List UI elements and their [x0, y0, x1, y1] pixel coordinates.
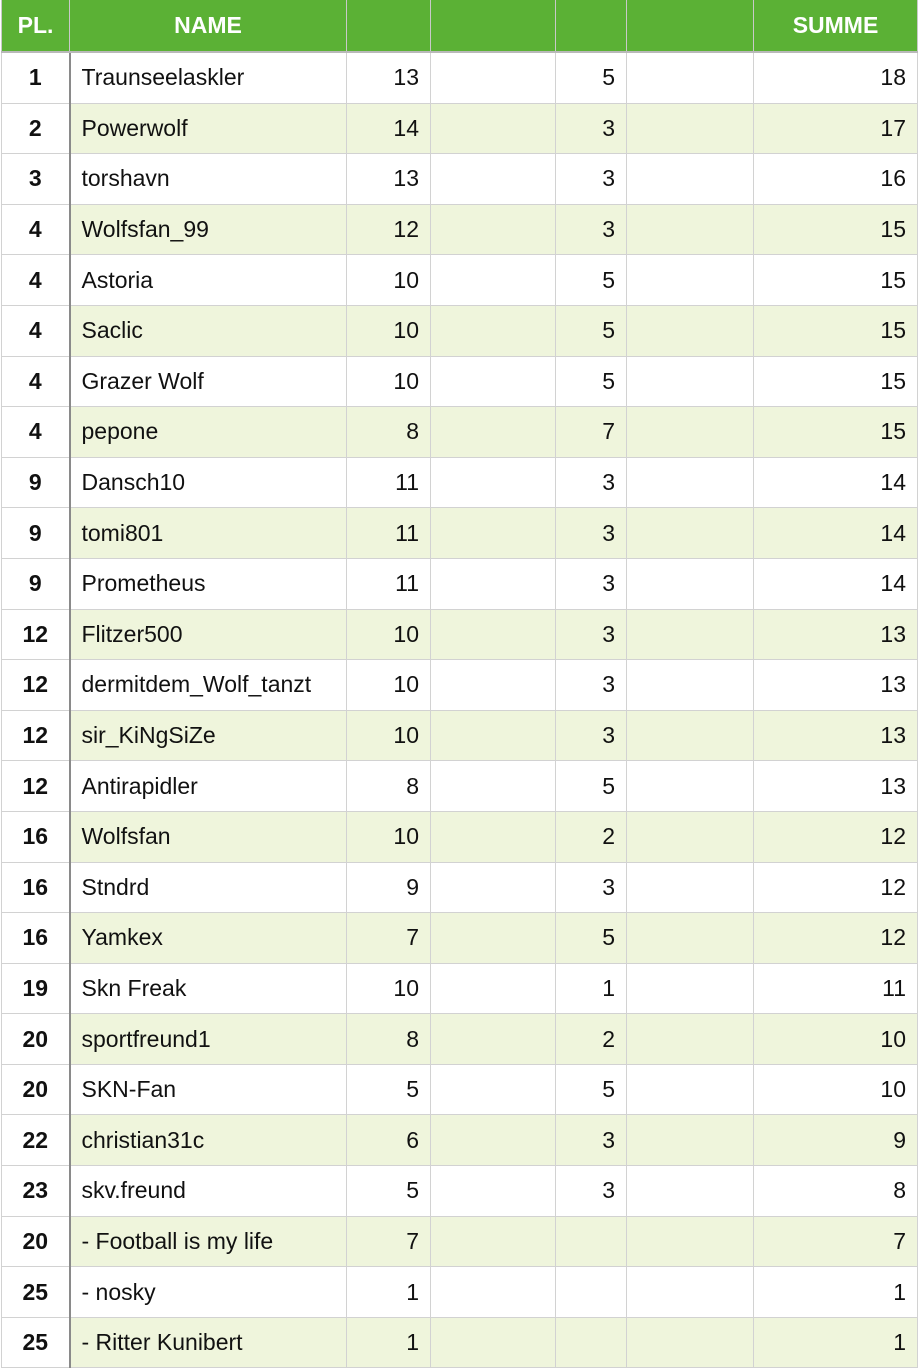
rank-cell: 4	[2, 407, 70, 458]
points-a-cell: 10	[347, 305, 431, 356]
empty-d-cell	[627, 356, 754, 407]
points-c-cell: 3	[556, 558, 627, 609]
points-a-cell: 13	[347, 52, 431, 103]
points-a-cell: 7	[347, 913, 431, 964]
table-row	[2, 660, 918, 711]
rank-cell: 4	[2, 305, 70, 356]
empty-d-cell	[627, 811, 754, 862]
rank-cell: 2	[2, 103, 70, 154]
empty-b-cell	[431, 103, 556, 154]
header-sum[interactable]: SUMME	[754, 0, 918, 52]
points-a-cell: 12	[347, 204, 431, 255]
empty-d-cell	[627, 710, 754, 761]
sum-cell: 10	[754, 1014, 918, 1065]
name-cell: SKN-Fan	[70, 1064, 347, 1115]
table-row	[2, 103, 918, 154]
empty-d-cell	[627, 407, 754, 458]
empty-b-cell	[431, 761, 556, 812]
points-a-cell: 1	[347, 1317, 431, 1368]
empty-d-cell	[627, 1267, 754, 1318]
name-cell: pepone	[70, 407, 347, 458]
points-a-cell: 5	[347, 1166, 431, 1217]
points-c-cell	[556, 1267, 627, 1318]
sum-cell: 10	[754, 1064, 918, 1115]
points-c-cell: 2	[556, 1014, 627, 1065]
rank-cell: 4	[2, 255, 70, 306]
sum-cell: 15	[754, 305, 918, 356]
rank-cell: 12	[2, 761, 70, 812]
table-row	[2, 356, 918, 407]
points-c-cell: 3	[556, 154, 627, 205]
table-row	[2, 52, 918, 103]
empty-d-cell	[627, 1014, 754, 1065]
points-c-cell: 3	[556, 508, 627, 559]
empty-d-cell	[627, 913, 754, 964]
empty-b-cell	[431, 255, 556, 306]
points-a-cell: 5	[347, 1064, 431, 1115]
name-cell: Dansch10	[70, 457, 347, 508]
points-a-cell: 10	[347, 660, 431, 711]
table-row	[2, 154, 918, 205]
rank-cell: 9	[2, 558, 70, 609]
header-name[interactable]: NAME	[70, 0, 347, 52]
rank-cell: 23	[2, 1166, 70, 1217]
empty-d-cell	[627, 1115, 754, 1166]
sum-cell: 14	[754, 508, 918, 559]
empty-d-cell	[627, 609, 754, 660]
sum-cell: 12	[754, 913, 918, 964]
points-c-cell: 5	[556, 913, 627, 964]
points-c-cell	[556, 1216, 627, 1267]
table-row	[2, 1267, 918, 1318]
points-a-cell: 10	[347, 963, 431, 1014]
empty-d-cell	[627, 52, 754, 103]
header-row	[2, 0, 918, 52]
empty-d-cell	[627, 761, 754, 812]
empty-b-cell	[431, 204, 556, 255]
name-cell: Astoria	[70, 255, 347, 306]
name-cell: Wolfsfan	[70, 811, 347, 862]
points-c-cell: 3	[556, 457, 627, 508]
sum-cell: 1	[754, 1267, 918, 1318]
name-cell: christian31c	[70, 1115, 347, 1166]
points-a-cell: 8	[347, 761, 431, 812]
table-row	[2, 761, 918, 812]
empty-d-cell	[627, 154, 754, 205]
rank-cell: 12	[2, 660, 70, 711]
points-c-cell: 5	[556, 305, 627, 356]
table-row	[2, 558, 918, 609]
points-a-cell: 10	[347, 811, 431, 862]
points-c-cell: 5	[556, 255, 627, 306]
sum-cell: 13	[754, 660, 918, 711]
rank-cell: 9	[2, 457, 70, 508]
header-empty-d[interactable]	[627, 0, 754, 52]
sum-cell: 13	[754, 710, 918, 761]
points-a-cell: 7	[347, 1216, 431, 1267]
standings-table	[1, 0, 918, 1368]
table-row	[2, 1166, 918, 1217]
name-cell: Stndrd	[70, 862, 347, 913]
table-row	[2, 1115, 918, 1166]
name-cell: - Ritter Kunibert	[70, 1317, 347, 1368]
table-row	[2, 407, 918, 458]
sum-cell: 8	[754, 1166, 918, 1217]
rank-cell: 4	[2, 356, 70, 407]
sum-cell: 14	[754, 558, 918, 609]
header-empty-b[interactable]	[431, 0, 556, 52]
empty-b-cell	[431, 356, 556, 407]
empty-d-cell	[627, 1317, 754, 1368]
sum-cell: 9	[754, 1115, 918, 1166]
rank-cell: 20	[2, 1064, 70, 1115]
points-a-cell: 13	[347, 154, 431, 205]
rank-cell: 16	[2, 811, 70, 862]
sum-cell: 13	[754, 761, 918, 812]
empty-d-cell	[627, 862, 754, 913]
name-cell: Grazer Wolf	[70, 356, 347, 407]
empty-d-cell	[627, 508, 754, 559]
table-row	[2, 305, 918, 356]
name-cell: Yamkex	[70, 913, 347, 964]
name-cell: Prometheus	[70, 558, 347, 609]
name-cell: tomi801	[70, 508, 347, 559]
empty-b-cell	[431, 1216, 556, 1267]
table-row	[2, 1216, 918, 1267]
table-row	[2, 862, 918, 913]
sum-cell: 12	[754, 862, 918, 913]
empty-d-cell	[627, 457, 754, 508]
points-c-cell: 3	[556, 609, 627, 660]
table-body	[2, 52, 918, 1368]
rank-cell: 4	[2, 204, 70, 255]
points-c-cell: 1	[556, 963, 627, 1014]
table-row	[2, 811, 918, 862]
points-c-cell: 3	[556, 710, 627, 761]
empty-d-cell	[627, 204, 754, 255]
points-c-cell: 3	[556, 862, 627, 913]
points-c-cell: 5	[556, 1064, 627, 1115]
table-row	[2, 255, 918, 306]
points-c-cell: 5	[556, 761, 627, 812]
empty-b-cell	[431, 609, 556, 660]
rank-cell: 20	[2, 1014, 70, 1065]
points-a-cell: 14	[347, 103, 431, 154]
rank-cell: 25	[2, 1267, 70, 1318]
points-a-cell: 8	[347, 1014, 431, 1065]
empty-b-cell	[431, 1166, 556, 1217]
points-a-cell: 10	[347, 356, 431, 407]
empty-b-cell	[431, 508, 556, 559]
points-a-cell: 10	[347, 710, 431, 761]
points-a-cell: 11	[347, 558, 431, 609]
name-cell: Powerwolf	[70, 103, 347, 154]
empty-d-cell	[627, 305, 754, 356]
empty-b-cell	[431, 660, 556, 711]
sum-cell: 7	[754, 1216, 918, 1267]
empty-b-cell	[431, 963, 556, 1014]
name-cell: dermitdem_Wolf_tanzt	[70, 660, 347, 711]
header-points-a[interactable]	[347, 0, 431, 52]
empty-b-cell	[431, 1014, 556, 1065]
empty-d-cell	[627, 1216, 754, 1267]
empty-b-cell	[431, 1317, 556, 1368]
empty-b-cell	[431, 1064, 556, 1115]
sum-cell: 1	[754, 1317, 918, 1368]
sum-cell: 17	[754, 103, 918, 154]
name-cell: Skn Freak	[70, 963, 347, 1014]
empty-d-cell	[627, 963, 754, 1014]
table-row	[2, 1317, 918, 1368]
rank-cell: 25	[2, 1317, 70, 1368]
name-cell: skv.freund	[70, 1166, 347, 1217]
empty-b-cell	[431, 154, 556, 205]
table-row	[2, 1014, 918, 1065]
name-cell: Antirapidler	[70, 761, 347, 812]
name-cell: Traunseelaskler	[70, 52, 347, 103]
rank-cell: 22	[2, 1115, 70, 1166]
sum-cell: 16	[754, 154, 918, 205]
rank-cell: 16	[2, 862, 70, 913]
points-c-cell: 7	[556, 407, 627, 458]
table-row	[2, 913, 918, 964]
empty-d-cell	[627, 103, 754, 154]
points-a-cell: 10	[347, 609, 431, 660]
empty-b-cell	[431, 862, 556, 913]
empty-d-cell	[627, 1166, 754, 1217]
rank-cell: 9	[2, 508, 70, 559]
points-c-cell: 5	[556, 52, 627, 103]
empty-b-cell	[431, 1115, 556, 1166]
points-c-cell: 2	[556, 811, 627, 862]
sum-cell: 12	[754, 811, 918, 862]
rank-cell: 12	[2, 609, 70, 660]
table-row	[2, 710, 918, 761]
sum-cell: 15	[754, 204, 918, 255]
table-row	[2, 457, 918, 508]
points-a-cell: 1	[347, 1267, 431, 1318]
points-a-cell: 11	[347, 508, 431, 559]
rank-cell: 3	[2, 154, 70, 205]
empty-b-cell	[431, 710, 556, 761]
empty-b-cell	[431, 407, 556, 458]
name-cell: sportfreund1	[70, 1014, 347, 1065]
sum-cell: 18	[754, 52, 918, 103]
sum-cell: 13	[754, 609, 918, 660]
points-c-cell: 3	[556, 1166, 627, 1217]
table-row	[2, 508, 918, 559]
empty-b-cell	[431, 558, 556, 609]
name-cell: torshavn	[70, 154, 347, 205]
table-header	[2, 0, 918, 52]
points-c-cell: 3	[556, 660, 627, 711]
empty-b-cell	[431, 52, 556, 103]
empty-b-cell	[431, 913, 556, 964]
table-row	[2, 1064, 918, 1115]
table-row	[2, 204, 918, 255]
rank-cell: 16	[2, 913, 70, 964]
points-a-cell: 9	[347, 862, 431, 913]
name-cell: - Football is my life	[70, 1216, 347, 1267]
table-row	[2, 963, 918, 1014]
rank-cell: 12	[2, 710, 70, 761]
empty-b-cell	[431, 1267, 556, 1318]
points-c-cell: 3	[556, 1115, 627, 1166]
header-rank[interactable]: PL.	[2, 0, 70, 52]
points-c-cell	[556, 1317, 627, 1368]
table-row	[2, 609, 918, 660]
name-cell: Wolfsfan_99	[70, 204, 347, 255]
points-c-cell: 5	[556, 356, 627, 407]
points-a-cell: 10	[347, 255, 431, 306]
points-c-cell: 3	[556, 204, 627, 255]
empty-d-cell	[627, 1064, 754, 1115]
sum-cell: 14	[754, 457, 918, 508]
header-points-c[interactable]	[556, 0, 627, 52]
points-a-cell: 11	[347, 457, 431, 508]
points-a-cell: 8	[347, 407, 431, 458]
rank-cell: 1	[2, 52, 70, 103]
empty-b-cell	[431, 457, 556, 508]
sum-cell: 11	[754, 963, 918, 1014]
sum-cell: 15	[754, 407, 918, 458]
name-cell: - nosky	[70, 1267, 347, 1318]
rank-cell: 19	[2, 963, 70, 1014]
sum-cell: 15	[754, 255, 918, 306]
points-c-cell: 3	[556, 103, 627, 154]
name-cell: sir_KiNgSiZe	[70, 710, 347, 761]
sum-cell: 15	[754, 356, 918, 407]
empty-d-cell	[627, 660, 754, 711]
empty-d-cell	[627, 558, 754, 609]
empty-d-cell	[627, 255, 754, 306]
name-cell: Saclic	[70, 305, 347, 356]
empty-b-cell	[431, 305, 556, 356]
name-cell: Flitzer500	[70, 609, 347, 660]
empty-b-cell	[431, 811, 556, 862]
points-a-cell: 6	[347, 1115, 431, 1166]
rank-cell: 20	[2, 1216, 70, 1267]
